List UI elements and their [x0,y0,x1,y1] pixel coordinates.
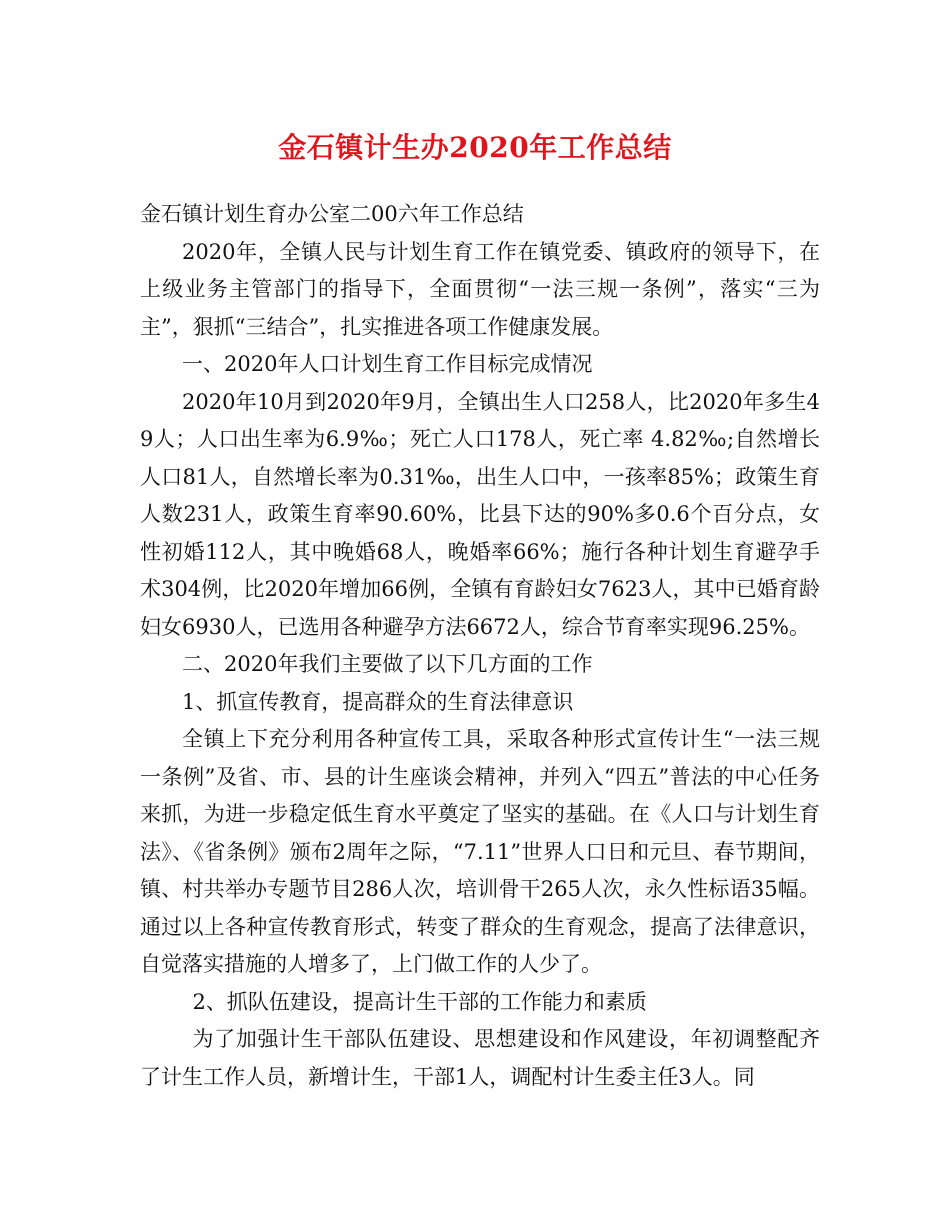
paragraph-publicity: 全镇上下充分利用各种宣传工具，采取各种形式宣传计生“一法三规一条例”及省、市、县的计生座谈会精神，并列入“四五”普法的中心任务来抓，为进一步稳定低生育水平奠定了坚实的基础。在《人口与计划生育法》、《省条例》颁布2周年之际，“7.11”世界人口日和元旦、春节期间，镇、村共举办专题节目286人次，培训骨干265人次，永久性标语35幅。通过以上各种宣传教育形式，转变了群众的生育观念，提高了法律意识，自觉落实措施的人增多了，上门做工作的人少了。 [140,727,820,976]
paragraph-team-building: 为了加强计生干部队伍建设、思想建设和作风建设，年初调整配齐了计生工作人员，新增计生，干部1人，调配村计生委主任3人。同 [140,1027,820,1089]
paragraph-statistics: 2020年10月到2020年9月，全镇出生人口258人，比2020年多生49人；人口出生率为6.9‰；死亡人口178人，死亡率 4.82‰;自然增长人口81人，自然增长率为0.31‰，出生人口中，一孩率85%；政策生育人数231人，政策生育率90.60%，比县下达的90%多0.6个百分点，女性初婚112人，其中晚婚68人，晚婚率66%；施行各种计划生育避孕手术304例，比2020年增加66例，全镇有育龄妇女7623人，其中已婚育龄妇女6930人，已选用各种避孕方法6672人，综合节育率实现96.25%。 [140,389,820,639]
paragraph-intro: 2020年，全镇人民与计划生育工作在镇党委、镇政府的领导下，在上级业务主管部门的指导下，全面贯彻“一法三规一条例”，落实“三为主”，狠抓“三结合”，扎实推进各项工作健康发展。 [140,239,820,339]
subsection-heading-2: 2、抓队伍建设，提高计生干部的工作能力和素质 [192,989,647,1014]
document-body [140,196,820,1096]
document-subtitle: 金石镇计划生育办公室二00六年工作总结 [140,202,524,226]
section-heading-2: 二、2020年我们主要做了以下几方面的工作 [182,652,593,676]
document-title: 金石镇计生办2020年工作总结 [278,131,672,164]
subsection-heading-1: 1、抓宣传教育，提高群众的生育法律意识 [182,689,574,714]
section-heading-1: 一、2020年人口计划生育工作目标完成情况 [182,352,593,376]
